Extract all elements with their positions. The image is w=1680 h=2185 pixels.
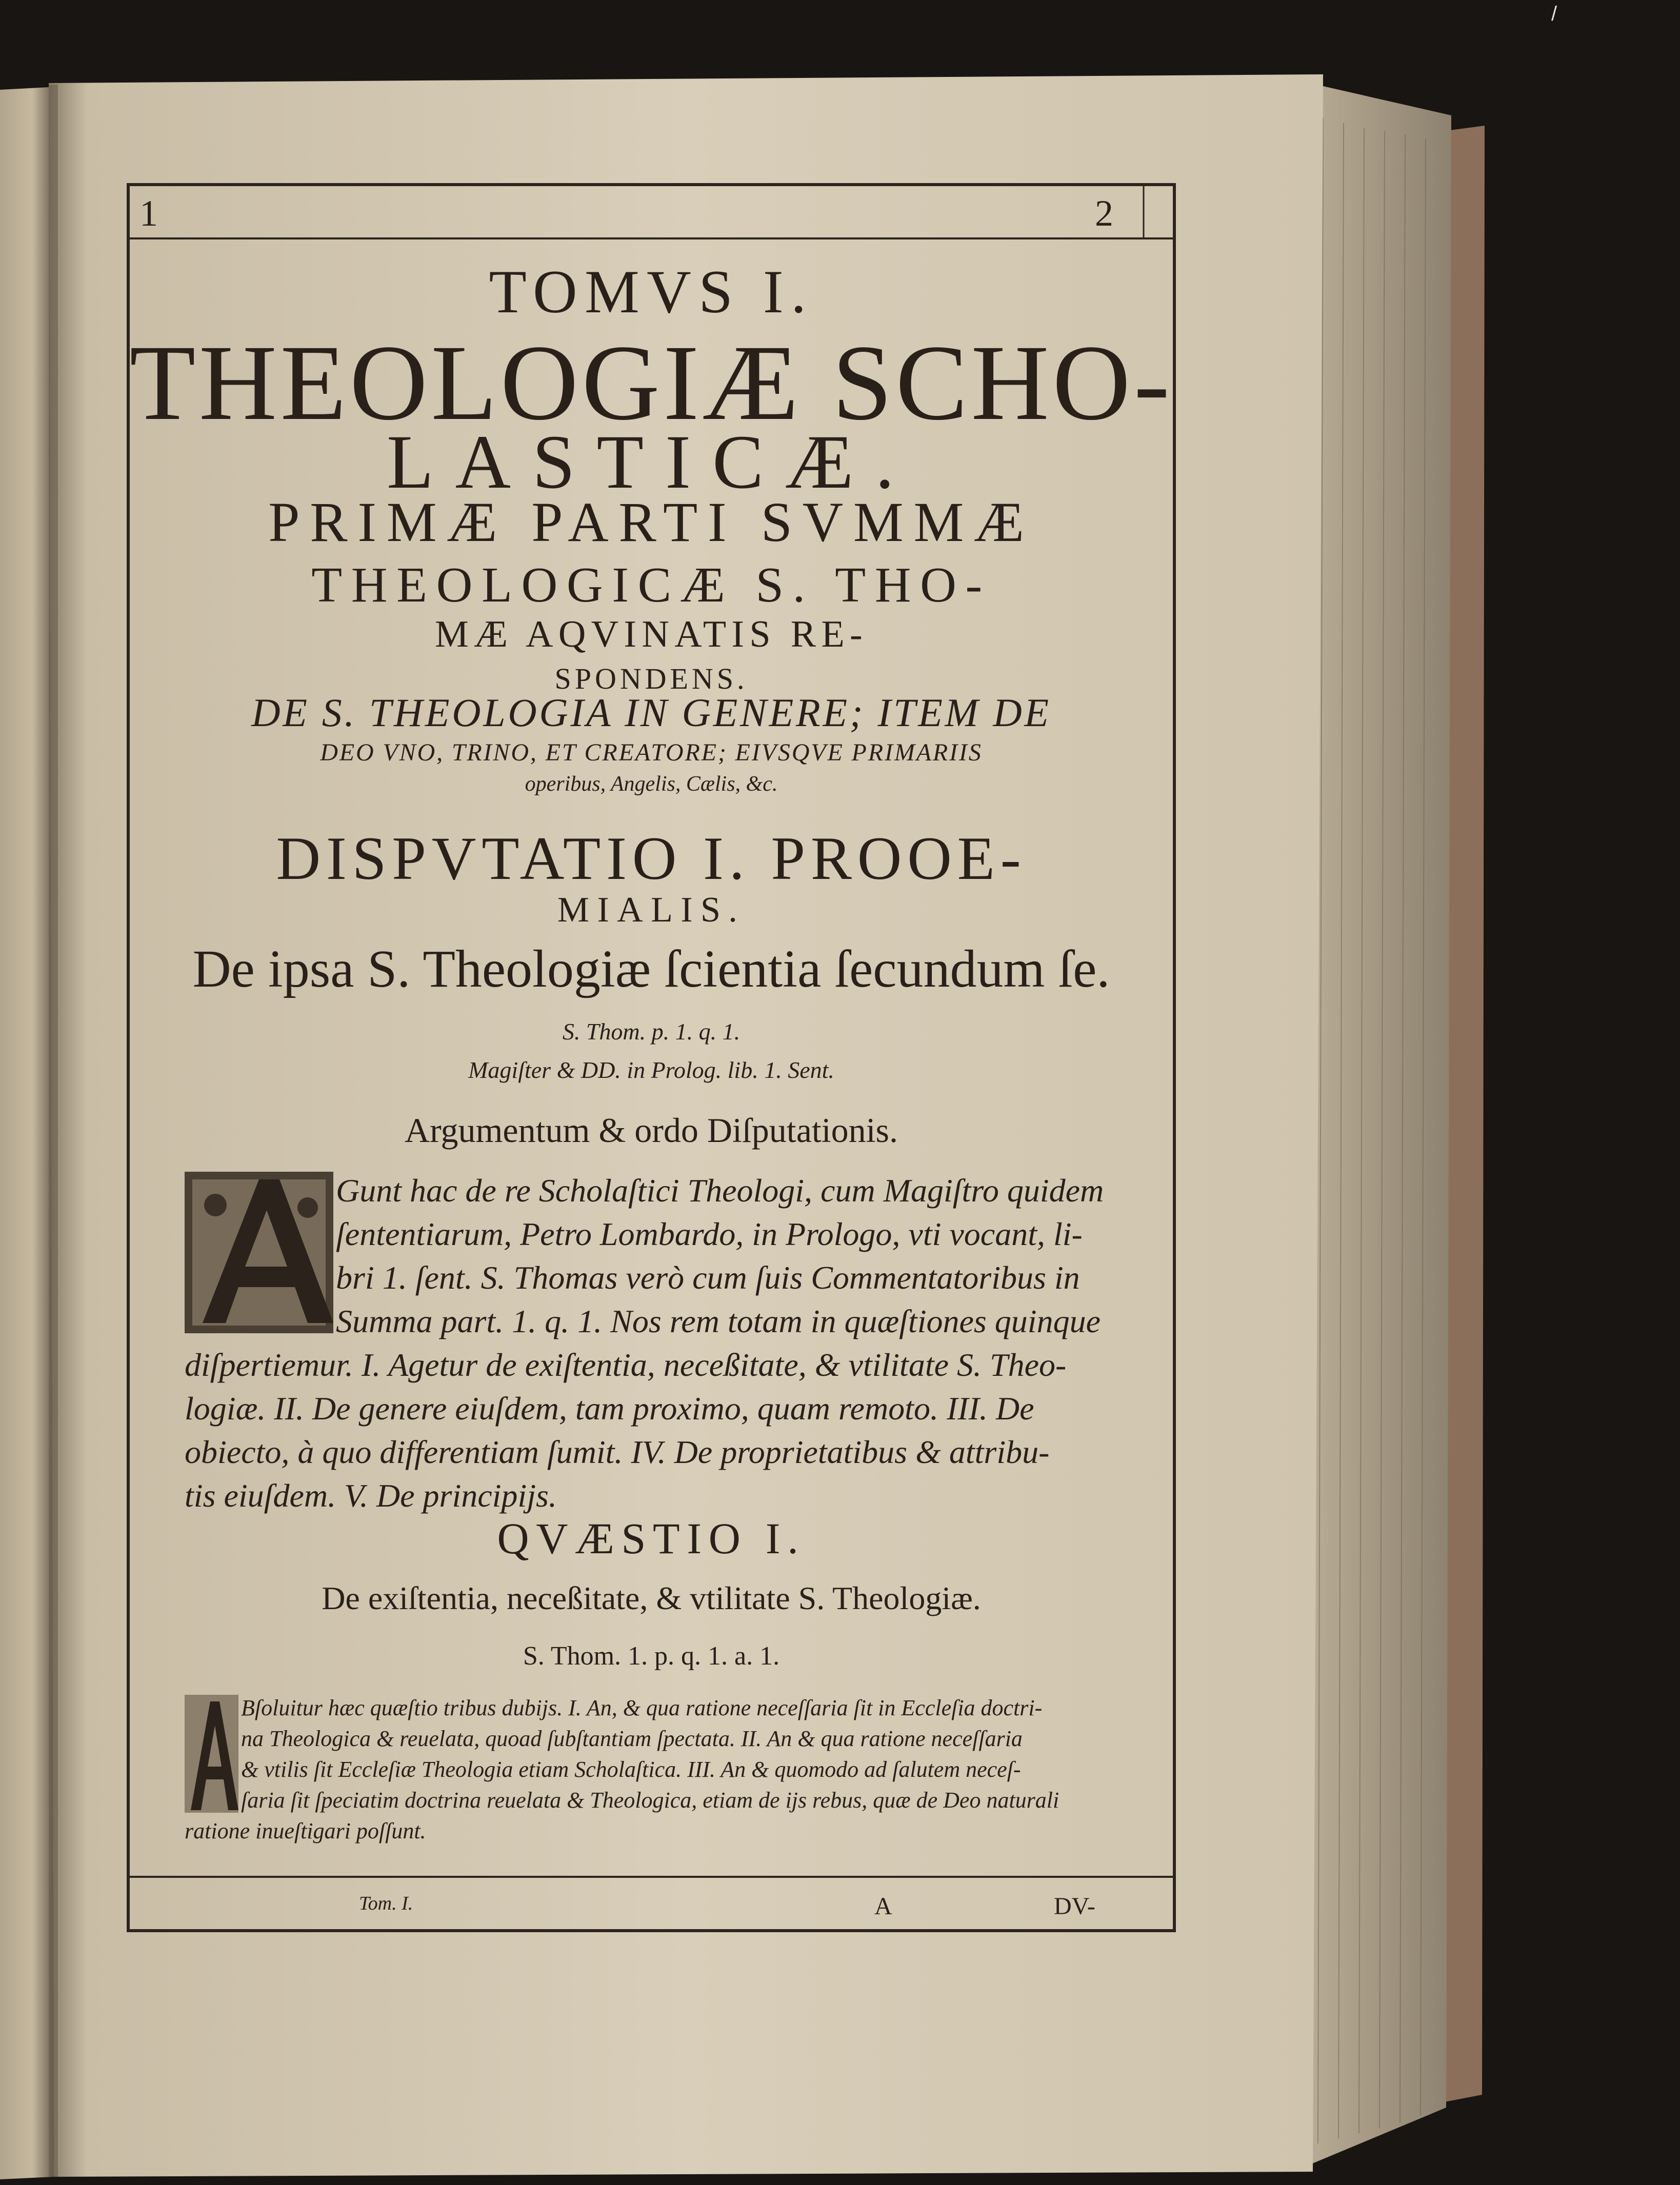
contents-line1: DE S. THEOLOGIA IN GENERE; ITEM DE [251,690,1051,735]
disputatio-heading-line2: MIALIS. [557,890,746,930]
argument-line: logiæ. II. De genere eiuſdem, tam proximo, quam remoto. III. De [185,1390,1034,1427]
quaestio-line: Bſoluitur hæc quæſtio tribus dubijs. I. An, & qua ratione neceſſaria ſit in Eccleſia doctri- [241,1695,1043,1720]
dedication-line3: MÆ AQVINATIS RE- [434,613,868,655]
page-number-right: 2 [1095,193,1113,234]
argument-line: Summa part. 1. q. 1. Nos rem totam in quæſtiones quinque [336,1303,1101,1339]
left-page [0,87,54,2179]
contents-line2: DEO VNO, TRINO, ET CREATORE; EIVSQVE PRIMARIIS [320,739,983,766]
argument-line: ſententiarum, Petro Lombardo, in Prologo, vti vocant, li- [336,1216,1083,1252]
reference-thomas: S. Thom. p. 1. q. 1. [562,1018,741,1045]
page-number-left: 1 [139,193,158,234]
footer-tome: Tom. I. [359,1893,413,1914]
disputatio-heading-line1: DISPVTATIO I. PROOE- [276,824,1027,892]
dedication-line1: PRIMÆ PARTI SVMMÆ [268,491,1034,553]
page-block-edge [1305,82,1451,2167]
quaestio-line: na Theologica & reuelata, quoad ſubſtantiam ſpectata. II. An & qua ratione neceſſaria [241,1726,1023,1751]
argument-line: diſpertiemur. I. Agetur de exiſtentia, neceßitate, & vtilitate S. Theo- [185,1347,1067,1383]
main-title-line1: THEOLOGIÆ SCHO- [129,323,1173,443]
footer-signature: A [874,1893,892,1920]
reference-magister: Magiſter & DD. in Prolog. lib. 1. Sent. [468,1057,834,1083]
quaestio-title: QVÆSTIO I. [497,1514,806,1563]
main-title-line2: LASTICÆ. [387,419,916,505]
dedication-line4: SPONDENS. [554,662,748,695]
argument-heading: Argumentum & ordo Diſputationis. [404,1111,898,1150]
quaestio-reference: S. Thom. 1. p. q. 1. a. 1. [523,1641,780,1671]
decorated-initial-a-large [185,1172,333,1333]
quaestio-subtitle: De exiſtentia, neceßitate, & vtilitate S. Theologiæ. [322,1580,981,1616]
quaestio-line: ratione inueſtigari poſſunt. [185,1818,426,1843]
gutter-shadow [49,85,58,2177]
argument-line: Gunt hac de re Scholaſtici Theologi, cum Magiſtro quidem [336,1172,1104,1209]
quaestio-line: ſaria ſit ſpeciatim doctrina reuelata & Theologica, etiam de ijs rebus, quæ de Deo naturali [241,1788,1059,1813]
dedication-line2: THEOLOGICÆ S. THO- [311,557,991,613]
argument-line: bri 1. ſent. S. Thomas verò cum ſuis Commentatoribus in [336,1259,1080,1296]
quaestio-line: & vtilis ſit Eccleſiæ Theologia etiam Scholaſtica. III. An & quomodo ad ſalutem neceſ- [241,1757,1021,1782]
decorated-initial-a-small [185,1695,238,1813]
disputatio-subtitle: De ipsa S. Theologiæ ſcientia ſecundum ſe. [192,939,1110,998]
footer-catchword: DV- [1054,1893,1095,1920]
argument-line: obiecto, à quo differentiam ſumit. IV. De proprietatibus & attribu- [185,1434,1050,1470]
argument-line: tis eiuſdem. V. De principijs. [185,1477,557,1514]
contents-line3: operibus, Angelis, Cælis, &c. [525,772,778,796]
tomus-heading: TOMVS I. [489,257,814,326]
corner-mark: / [1551,3,1557,25]
